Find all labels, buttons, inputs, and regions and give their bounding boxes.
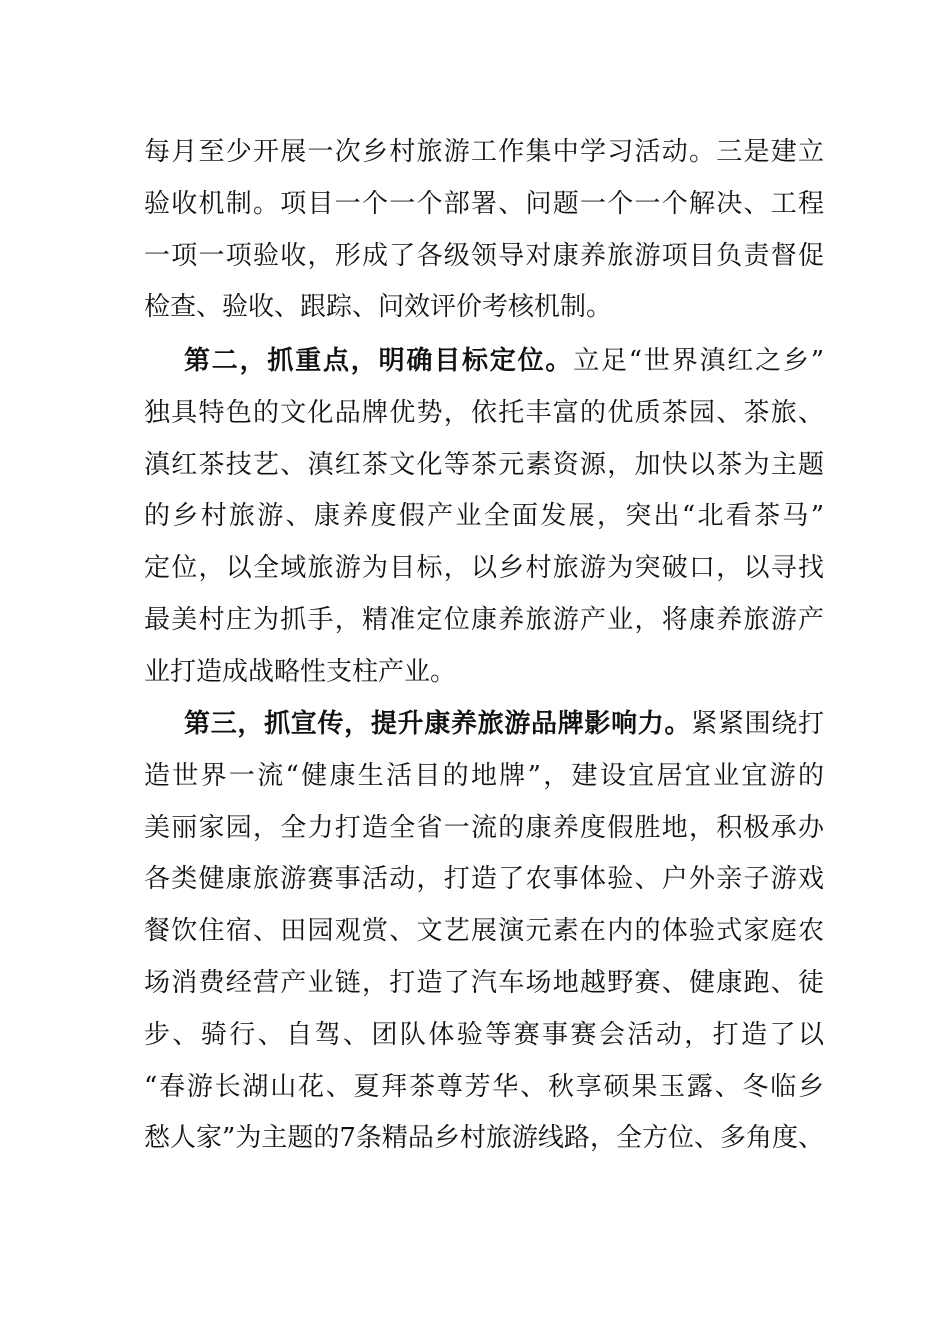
paragraph-heading: 第三，抓宣传，提升康养旅游品牌影响力。 [184, 709, 692, 739]
text-line: 验收机制。项目一个一个部署、问题一个一个解决、工程 [144, 188, 824, 219]
text-line: 各类健康旅游赛事活动，打造了农事体验、户外亲子游戏 [144, 864, 824, 895]
paragraph-continuation [144, 127, 824, 334]
text-line [144, 699, 824, 751]
text-line: 滇红茶技艺、滇红茶文化等茶元素资源，加快以茶为主题 [144, 449, 824, 480]
text-line [144, 336, 824, 388]
heading-following-text: 立足“世界滇红之乡” [573, 346, 824, 376]
text-line: 一项一项验收，形成了各级领导对康养旅游项目负责督促 [144, 240, 824, 271]
paragraph-second [144, 336, 824, 699]
text-line: 独具特色的文化品牌优势，依托丰富的优质茶园、茶旅、 [144, 397, 824, 428]
text-line: 每月至少开展一次乡村旅游工作集中学习活动。三是建立 [144, 137, 824, 167]
text-line: 美丽家园，全力打造全省一流的康养度假胜地，积极承办 [144, 812, 824, 843]
text-line: 业打造成战略性支柱产业。 [144, 656, 457, 687]
paragraph-heading: 第二，抓重点，明确目标定位。 [184, 346, 574, 376]
text-line: 最美村庄为抓手，精准定位康养旅游产业，将康养旅游产 [144, 604, 824, 635]
text-line: 愁人家”为主题的7条精品乡村旅游线路，全方位、多角度、 [144, 1123, 824, 1154]
text-line: 步、骑行、自驾、团队体验等赛事赛会活动，打造了以 [144, 1019, 824, 1050]
paragraph-third [144, 699, 824, 1165]
text-line: 的乡村旅游、康养度假产业全面发展，突出“北看茶马” [144, 501, 824, 532]
text-line: 造世界一流“健康生活目的地牌”，建设宜居宜业宜游的 [144, 760, 824, 791]
text-line: “春游长湖山花、夏拜茶尊芳华、秋享硕果玉露、冬临乡 [144, 1071, 824, 1102]
text-line: 场消费经营产业链，打造了汽车场地越野赛、健康跑、徒 [144, 967, 824, 998]
heading-following-text: 紧紧围绕打 [691, 709, 824, 739]
text-line: 检查、验收、跟踪、问效评价考核机制。 [144, 292, 613, 323]
text-line: 定位，以全域旅游为目标，以乡村旅游为突破口，以寻找 [144, 553, 824, 584]
text-line: 餐饮住宿、田园观赏、文艺展演元素在内的体验式家庭农 [144, 916, 824, 947]
